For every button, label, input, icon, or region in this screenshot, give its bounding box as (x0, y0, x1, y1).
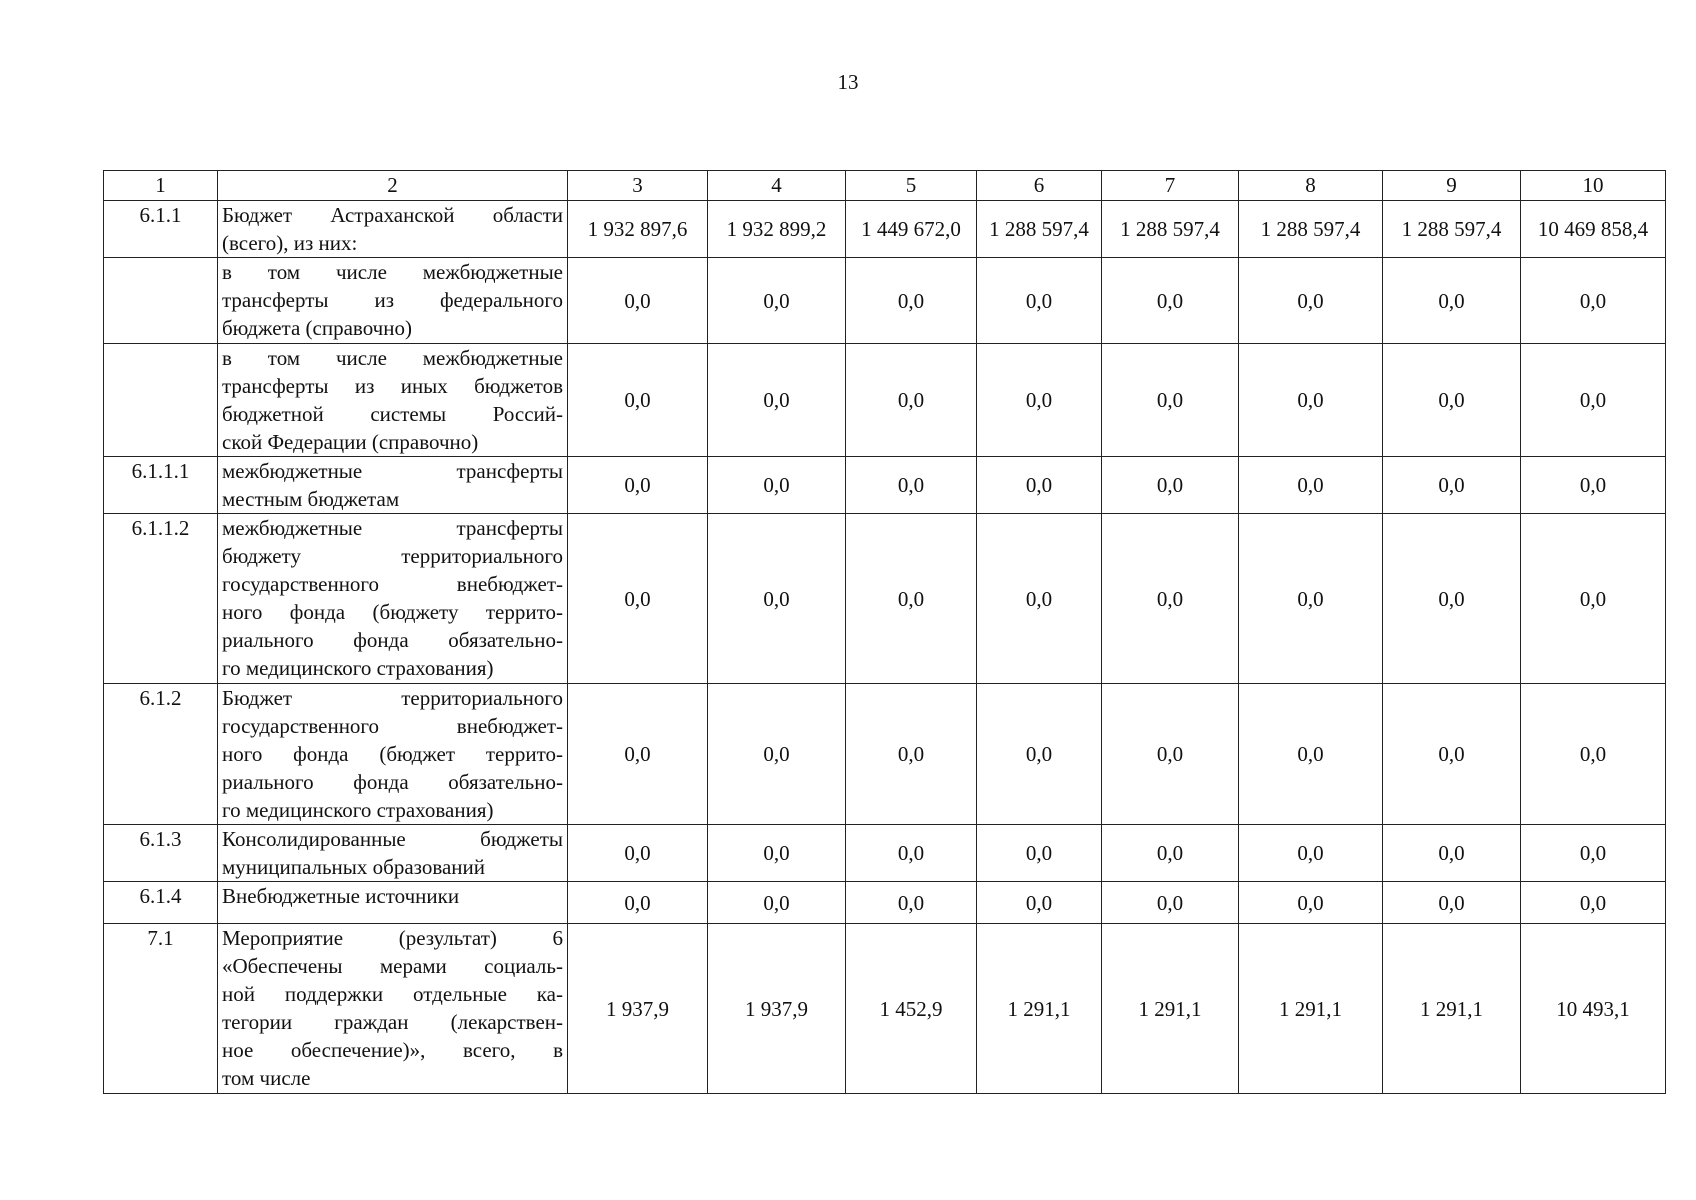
value-cell: 0,0 (977, 825, 1102, 882)
row-name-line: Бюджет Астраханской области (222, 203, 563, 227)
row-name-line: «Обеспечены мерами социаль- (222, 954, 563, 978)
row-name (218, 457, 568, 514)
row-name (218, 825, 568, 882)
row-name-line: межбюджетные трансферты (222, 516, 563, 540)
row-name-line: риального фонда обязательно- (222, 628, 563, 652)
value-cell: 0,0 (977, 258, 1102, 344)
row-name-line: (всего), из них: (222, 231, 358, 255)
table-row (104, 258, 1666, 344)
value-cell: 0,0 (708, 457, 846, 514)
table-row (104, 684, 1666, 825)
row-name-line: бюджетной системы Россий- (222, 402, 563, 426)
value-cell: 0,0 (1102, 684, 1239, 825)
value-cell: 0,0 (1521, 514, 1666, 684)
column-header: 3 (568, 171, 708, 201)
value-cell: 0,0 (1383, 344, 1521, 457)
value-cell: 0,0 (846, 825, 977, 882)
row-code: 7.1 (104, 924, 218, 1094)
table-row (104, 882, 1666, 924)
row-code: 6.1.3 (104, 825, 218, 882)
value-cell: 0,0 (1521, 882, 1666, 924)
value-cell: 0,0 (846, 514, 977, 684)
value-cell: 10 493,1 (1521, 924, 1666, 1094)
column-header: 2 (218, 171, 568, 201)
value-cell: 0,0 (1383, 882, 1521, 924)
row-name-line: тегории граждан (лекарствен- (222, 1010, 563, 1034)
value-cell: 1 932 899,2 (708, 201, 846, 258)
value-cell: 0,0 (1239, 684, 1383, 825)
value-cell: 0,0 (1102, 882, 1239, 924)
value-cell: 0,0 (977, 684, 1102, 825)
value-cell: 0,0 (977, 457, 1102, 514)
row-code (104, 258, 218, 344)
row-name (218, 684, 568, 825)
value-cell: 0,0 (1383, 825, 1521, 882)
row-name-line: ного фонда (бюджет террито- (222, 742, 563, 766)
value-cell: 0,0 (1239, 825, 1383, 882)
value-cell: 1 452,9 (846, 924, 977, 1094)
value-cell: 1 291,1 (1383, 924, 1521, 1094)
value-cell: 0,0 (1102, 457, 1239, 514)
value-cell: 0,0 (1102, 258, 1239, 344)
value-cell: 0,0 (1102, 344, 1239, 457)
value-cell: 0,0 (1383, 457, 1521, 514)
column-header: 10 (1521, 171, 1666, 201)
value-cell: 0,0 (1102, 825, 1239, 882)
row-name-line: го медицинского страхования) (222, 656, 494, 680)
table-body (104, 201, 1666, 1094)
value-cell: 0,0 (977, 514, 1102, 684)
value-cell: 0,0 (977, 882, 1102, 924)
row-name-line: трансферты из иных бюджетов (222, 374, 563, 398)
value-cell: 0,0 (708, 684, 846, 825)
row-name-line: го медицинского страхования) (222, 798, 494, 822)
row-name-line: государственного внебюджет- (222, 572, 563, 596)
value-cell: 0,0 (1239, 882, 1383, 924)
value-cell: 0,0 (708, 514, 846, 684)
value-cell: 0,0 (568, 457, 708, 514)
row-name (218, 514, 568, 684)
row-code: 6.1.2 (104, 684, 218, 825)
row-name (218, 344, 568, 457)
table-row (104, 514, 1666, 684)
row-code: 6.1.4 (104, 882, 218, 924)
row-code: 6.1.1.2 (104, 514, 218, 684)
row-name-line: ного фонда (бюджету террито- (222, 600, 563, 624)
table-row (104, 924, 1666, 1094)
value-cell: 0,0 (1383, 684, 1521, 825)
value-cell: 0,0 (1521, 684, 1666, 825)
value-cell: 0,0 (1521, 344, 1666, 457)
table-row (104, 825, 1666, 882)
value-cell: 0,0 (1521, 457, 1666, 514)
value-cell: 1 288 597,4 (1239, 201, 1383, 258)
value-cell: 0,0 (1239, 344, 1383, 457)
value-cell: 1 449 672,0 (846, 201, 977, 258)
row-name (218, 924, 568, 1094)
row-name-line: бюджету территориального (222, 544, 563, 568)
row-name (218, 882, 568, 924)
column-header: 8 (1239, 171, 1383, 201)
value-cell: 0,0 (1521, 258, 1666, 344)
column-header: 7 (1102, 171, 1239, 201)
value-cell: 1 291,1 (1239, 924, 1383, 1094)
value-cell: 0,0 (1239, 514, 1383, 684)
value-cell: 0,0 (846, 882, 977, 924)
row-name-line: государственного внебюджет- (222, 714, 563, 738)
table-row (104, 457, 1666, 514)
value-cell: 0,0 (846, 258, 977, 344)
value-cell: 1 291,1 (1102, 924, 1239, 1094)
column-header: 6 (977, 171, 1102, 201)
table-row (104, 344, 1666, 457)
value-cell: 0,0 (568, 684, 708, 825)
row-code: 6.1.1.1 (104, 457, 218, 514)
row-name-line: в том числе межбюджетные (222, 260, 563, 284)
column-header: 4 (708, 171, 846, 201)
value-cell: 1 937,9 (568, 924, 708, 1094)
column-header: 5 (846, 171, 977, 201)
row-name-line: Бюджет территориального (222, 686, 563, 710)
value-cell: 1 291,1 (977, 924, 1102, 1094)
value-cell: 10 469 858,4 (1521, 201, 1666, 258)
row-name-line: ской Федерации (справочно) (222, 430, 479, 454)
row-name-line: Консолидированные бюджеты (222, 827, 563, 851)
page-number: 13 (837, 70, 859, 94)
row-name (218, 258, 568, 344)
column-header: 1 (104, 171, 218, 201)
value-cell: 0,0 (568, 514, 708, 684)
row-name-line: Мероприятие (результат) 6 (222, 926, 563, 950)
row-name-line: том числе (222, 1066, 311, 1090)
value-cell: 0,0 (1383, 258, 1521, 344)
row-name-line: риального фонда обязательно- (222, 770, 563, 794)
value-cell: 1 288 597,4 (977, 201, 1102, 258)
value-cell: 0,0 (977, 344, 1102, 457)
value-cell: 0,0 (1521, 825, 1666, 882)
row-name-line: межбюджетные трансферты (222, 459, 563, 483)
row-code: 6.1.1 (104, 201, 218, 258)
value-cell: 0,0 (708, 882, 846, 924)
value-cell: 0,0 (708, 825, 846, 882)
row-name-line: в том числе межбюджетные (222, 346, 563, 370)
column-header: 9 (1383, 171, 1521, 201)
value-cell: 0,0 (1102, 514, 1239, 684)
value-cell: 0,0 (846, 344, 977, 457)
value-cell: 0,0 (568, 344, 708, 457)
row-name-line: ное обеспечение)», всего, в (222, 1038, 563, 1062)
row-name-line: Внебюджетные источники (222, 884, 460, 908)
value-cell: 1 288 597,4 (1102, 201, 1239, 258)
value-cell: 0,0 (1239, 258, 1383, 344)
value-cell: 0,0 (708, 258, 846, 344)
value-cell: 0,0 (568, 825, 708, 882)
row-name-line: трансферты из федерального (222, 288, 563, 312)
header-row (104, 171, 1666, 201)
value-cell: 1 937,9 (708, 924, 846, 1094)
value-cell: 0,0 (1239, 457, 1383, 514)
value-cell: 0,0 (1383, 514, 1521, 684)
row-name-line: муниципальных образований (222, 855, 485, 879)
value-cell: 0,0 (708, 344, 846, 457)
value-cell: 1 288 597,4 (1383, 201, 1521, 258)
row-code (104, 344, 218, 457)
value-cell: 0,0 (846, 457, 977, 514)
row-name-line: ной поддержки отдельные ка- (222, 982, 563, 1006)
value-cell: 0,0 (568, 258, 708, 344)
row-name (218, 201, 568, 258)
budget-table (103, 170, 1666, 1094)
value-cell: 1 932 897,6 (568, 201, 708, 258)
value-cell: 0,0 (568, 882, 708, 924)
table-row (104, 201, 1666, 258)
row-name-line: местным бюджетам (222, 487, 400, 511)
row-name-line: бюджета (справочно) (222, 316, 412, 340)
value-cell: 0,0 (846, 684, 977, 825)
